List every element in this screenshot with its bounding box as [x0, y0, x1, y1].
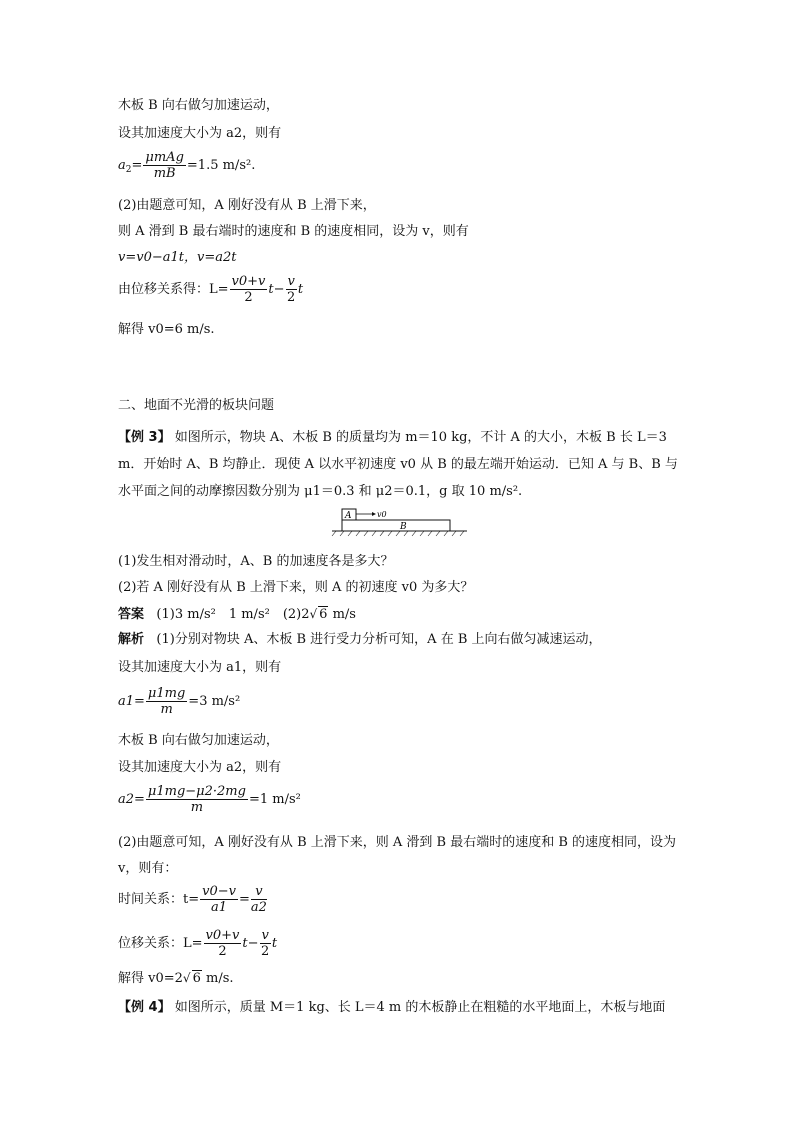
- analysis-line: 解析 (1)分别对物块 A、木板 B 进行受力分析可知，A 在 B 上向右做匀减速运动，: [118, 632, 602, 647]
- text-line: 木板 B 向右做匀加速运动，: [118, 98, 279, 113]
- question-2: (2)若 A 刚好没有从 B 上滑下来，则 A 的初速度 v0 为多大？: [118, 580, 474, 595]
- example-3-text: 【例 3】 如图所示，物块 A、木板 B 的质量均为 m＝10 kg，不计 A 的大小，木板 B 长 L＝3 m．开始时 A、B 均静止．现使 A 以水平初速度 v0 从 B 的最左端开始运动．已知 A 与 B、B 与水平面之间的动摩擦因数分别为 μ1＝0.3 和 μ2＝0.1，g 取 10 m/s².: [118, 430, 678, 499]
- formula-a2-rough: a2= $\frac{\mu 1mg-\mu 2\cdot 2mg}{m}$ =1 m/s²: [118, 784, 301, 815]
- formula-a2: $a_2=$ $\frac{\text{μmAg}}{mB}$ =1.5 m/s².: [118, 150, 256, 181]
- text-line: 设其加速度大小为 a2，则有: [118, 760, 282, 775]
- formula-a1: a1= $\frac{\mu 1mg}{m}$ =3 m/s²: [118, 686, 241, 717]
- label-v0: v0: [377, 510, 387, 519]
- label-b: B: [400, 522, 407, 532]
- text-line: 设其加速度大小为 a1，则有: [118, 660, 282, 675]
- text-line: 解得 v0=6 m/s.: [118, 322, 215, 337]
- text-paragraph: (2)由题意可知，A 刚好没有从 B 上滑下来，则 A 滑到 B 最右端时的速度和 B 的速度相同，设为 v，则有：: [118, 835, 677, 876]
- text-line: 则 A 滑到 B 最右端时的速度和 B 的速度相同，设为 v，则有: [118, 224, 469, 239]
- section-heading: 二、地面不光滑的板块问题: [118, 398, 275, 413]
- formula-position: 位移关系：L= $\frac{v0+v}{2}$ t− $\frac{v}{2}$ t: [118, 928, 278, 959]
- result-line: 解得 v0=2√ 6 m/s.: [118, 971, 234, 986]
- answer-line: 答案 (1)3 m/s² 1 m/s² (2)2√ 6 m/s: [118, 607, 356, 622]
- example-4-text: 【例 4】 如图所示，质量 M＝1 kg、长 L＝4 m 的木板静止在粗糙的水平地面上，木板与地面: [118, 1000, 666, 1015]
- block-board-diagram: [322, 507, 472, 539]
- text-line: 设其加速度大小为 a2，则有: [118, 126, 282, 141]
- text-line: (2)由题意可知，A 刚好没有从 B 上滑下来，: [118, 198, 376, 213]
- formula-v: v=v0−a1t，v=a2t: [118, 250, 237, 265]
- label-a: A: [345, 511, 352, 521]
- question-1: (1)发生相对滑动时，A、B 的加速度各是多大？: [118, 554, 394, 569]
- text-line: 木板 B 向右做匀加速运动，: [118, 733, 279, 748]
- formula-displacement: 由位移关系得：L= $\frac{v0+v}{2}$ t− $\frac{v}{2}$ t: [118, 274, 304, 305]
- formula-time: 时间关系：t= $\frac{v0-v}{a1}$ = $\frac{v}{a2}$: [118, 884, 267, 915]
